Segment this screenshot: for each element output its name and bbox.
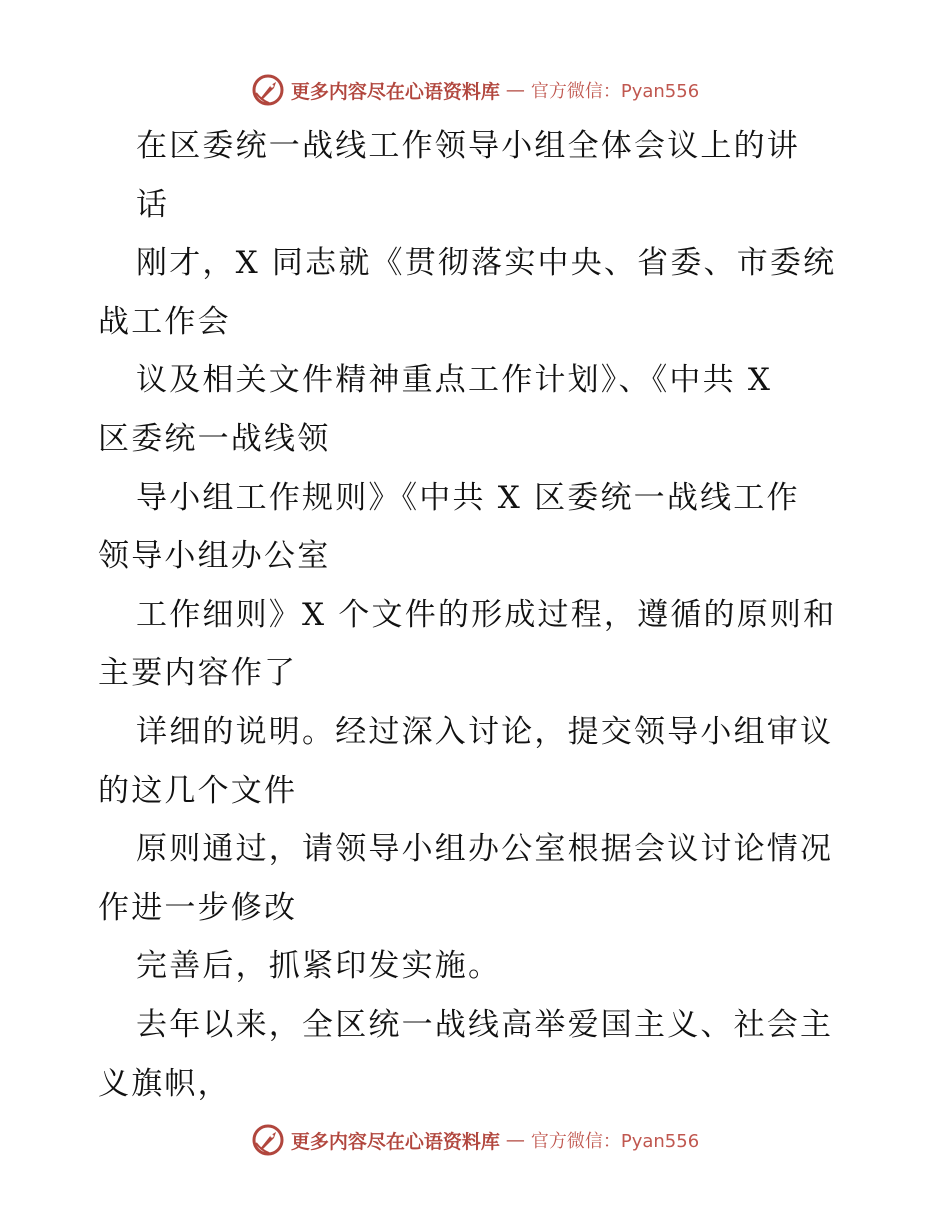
watermark-main-text: 更多内容尽在心语资料库 (290, 1130, 500, 1153)
text-line: 主要内容作了 (98, 655, 298, 692)
text-line: 原则通过，请领导小组办公室根据会议讨论情况 (136, 831, 834, 868)
text-line: 在区委统一战线工作领导小组全体会议上的讲 (136, 128, 800, 164)
watermark-wechat-text: 官方微信：Pyan556 (530, 81, 700, 102)
watermark-separator: — (505, 1129, 525, 1151)
text-line: 区委统一战线领 (98, 420, 331, 457)
text-line: 的这几个文件 (98, 772, 298, 809)
document-body (98, 117, 858, 1113)
text-line: 话 (136, 186, 170, 223)
text-line: 刚才，X 同志就《贯彻落实中央、省委、市委统 (136, 245, 837, 282)
text-line: 领导小组办公室 (98, 538, 331, 575)
text-line: 详细的说明。经过深入讨论，提交领导小组审议 (136, 713, 834, 750)
text-line: 义旗帜， (98, 1065, 231, 1102)
text-line: 作进一步修改 (98, 889, 298, 926)
watermark-separator: — (505, 79, 525, 101)
header-watermark (0, 70, 950, 110)
pen-nib-logo-icon (251, 1123, 285, 1157)
footer-watermark (0, 1120, 950, 1160)
watermark-main-text: 更多内容尽在心语资料库 (290, 80, 500, 103)
text-line: 去年以来，全区统一战线高举爱国主义、社会主 (136, 1006, 834, 1043)
text-line: 导小组工作规则》《中共 X 区委统一战线工作 (136, 479, 800, 516)
text-line: 完善后，抓紧印发实施。 (136, 948, 502, 985)
text-line: 议及相关文件精神重点工作计划》、《中共 X (136, 362, 773, 399)
watermark-wechat-text: 官方微信：Pyan556 (530, 1131, 700, 1152)
text-line: 工作细则》X 个文件的形成过程，遵循的原则和 (136, 596, 837, 633)
pen-nib-logo-icon (251, 73, 285, 107)
text-line: 战工作会 (98, 303, 231, 340)
